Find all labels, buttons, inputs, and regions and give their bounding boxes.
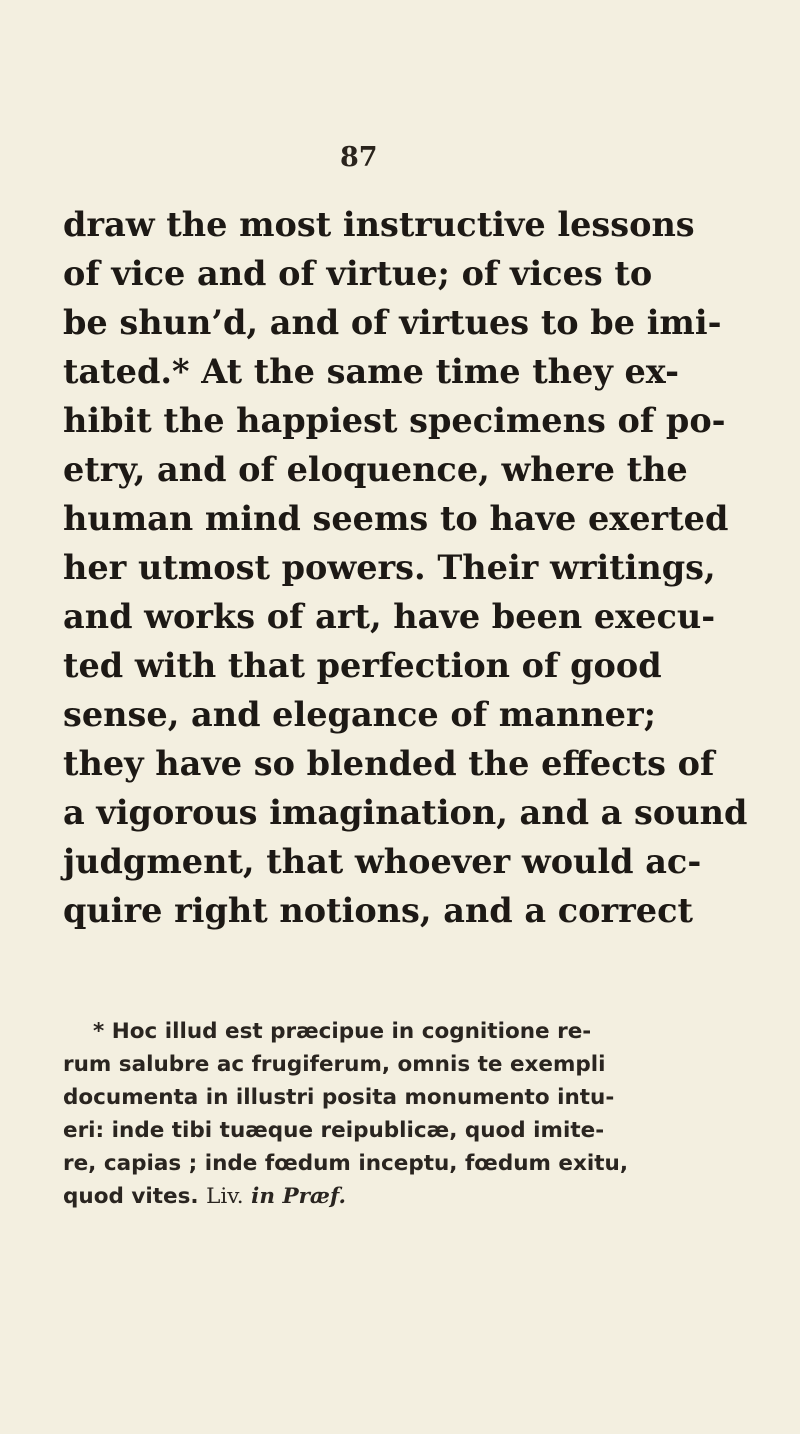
page-number: 87 (340, 142, 378, 173)
text-line: be shun’d, and of virtues to be imi- (63, 303, 722, 342)
text-line: hibit the happiest specimens of po- (63, 401, 726, 440)
footnote-line: eri: inde tibi tuæque reipublicæ, quod imite- (63, 1118, 605, 1143)
footnote (63, 1015, 703, 1213)
footnote-last-line (63, 1180, 703, 1213)
text-line: human mind seems to have exerted (63, 499, 729, 538)
text-line: a vigorous imagination, and a sound (63, 793, 748, 832)
footnote-line: rum salubre ac frugiferum, omnis te exempli (63, 1052, 606, 1077)
text-line: ted with that perfection of good (63, 646, 662, 685)
text-line: judgment, that whoever would ac- (63, 842, 702, 881)
text-line: her utmost powers. Their writings, (63, 548, 716, 587)
footnote-text: quod vites. (63, 1184, 199, 1209)
footnote-line: re, capias ; inde fœdum inceptu, fœdum exitu, (63, 1151, 628, 1176)
text-line: quire right notions, and a correct (63, 891, 693, 930)
text-line: they have so blended the effects of (63, 744, 715, 783)
body-text (63, 200, 748, 935)
footnote-line: documenta in illustri posita monumento intu- (63, 1085, 615, 1110)
text-line: tated.* At the same time they ex- (63, 352, 680, 391)
text-line: sense, and elegance of manner; (63, 695, 657, 734)
footnote-line: * Hoc illud est præcipue in cognitione re- (93, 1019, 592, 1044)
text-line: etry, and of eloquence, where the (63, 450, 688, 489)
text-line: draw the most instructive lessons (63, 205, 695, 244)
footnote-source: Liv. (206, 1184, 244, 1209)
footnote-reference: in Præf. (251, 1184, 346, 1209)
text-line: and works of art, have been execu- (63, 597, 716, 636)
text-line: of vice and of virtue; of vices to (63, 254, 653, 293)
